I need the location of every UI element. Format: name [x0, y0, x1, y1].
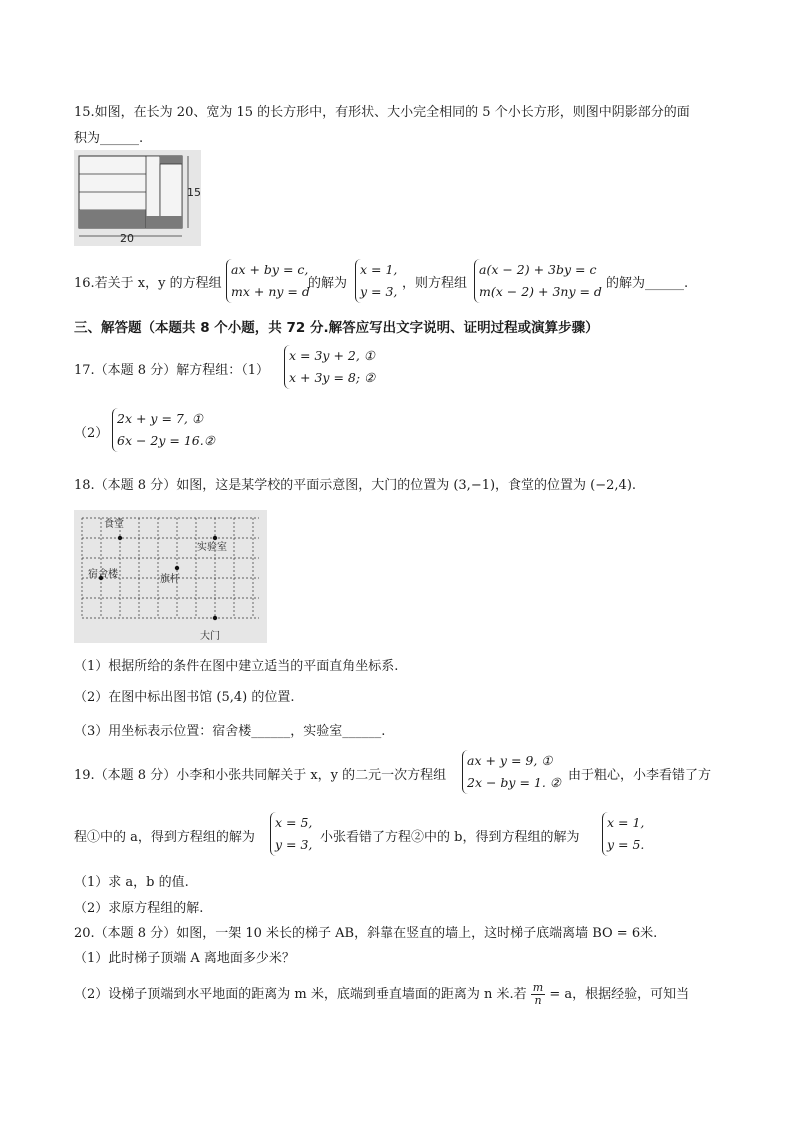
q16-suffix: 的解为______.: [606, 276, 689, 291]
q19-r2-line1: x = 1,: [607, 815, 645, 830]
map-gate-label: 大门: [200, 631, 220, 642]
q18-map: [74, 510, 267, 643]
q19-r1-line2: y = 3,: [275, 837, 313, 852]
q16-sys3-line1: a(x − 2) + 3by = c: [479, 262, 597, 277]
q19-solution-2: [602, 812, 644, 856]
q20-part2-text-b: = a，根据经验，可知当: [549, 987, 690, 1002]
q19-line2a: 程①中的 a，得到方程组的解为: [74, 830, 255, 845]
q16-sys2-line1: x = 1,: [360, 262, 398, 277]
q19-s-line1: ax + y = 9, ①: [467, 753, 553, 768]
q19-line2b: 小张看错了方程②中的 b，得到方程组的解为: [320, 830, 580, 845]
map-dorm-label: 宿舍楼: [88, 569, 118, 580]
q16-mid2: ，则方程组: [402, 276, 468, 291]
q20-part1: （1）此时梯子顶端 A 离地面多少米？: [74, 951, 295, 966]
q17-s2-line1: 2x + y = 7, ①: [117, 411, 204, 426]
q17-system-2: [112, 408, 215, 452]
q17-s1-line1: x = 3y + 2, ①: [289, 348, 376, 363]
q19-r1-line1: x = 5,: [275, 815, 313, 830]
q20-fraction-denominator: n: [534, 994, 542, 1007]
q19-s-line2: 2x − by = 1. ②: [467, 775, 562, 790]
fig-height-label: 15: [187, 186, 201, 199]
fig-width-label: 20: [120, 232, 134, 245]
section-3-heading: 三、解答题（本题共 8 个小题，共 72 分.解答应写出文字说明、证明过程或演算步骤）: [74, 320, 599, 336]
q17-s1-line2: x + 3y = 8; ②: [289, 370, 376, 385]
q20-part2: [74, 982, 689, 1007]
q18-part2: （2）在图中标出图书馆 (5,4) 的位置.: [74, 690, 295, 705]
q18-text: 18.（本题 8 分）如图，这是某学校的平面示意图，大门的位置为 (3,−1)，食堂的位置为 (−2,4).: [74, 478, 637, 493]
q20-fraction: [531, 982, 545, 1007]
q16-sys1-line1: ax + by = c,: [231, 262, 309, 277]
q16-sys3-line2: m(x − 2) + 3ny = d: [479, 284, 602, 299]
q19-system: [462, 750, 561, 794]
q15-line2: 积为______.: [74, 131, 144, 146]
q17-s2-line2: 6x − 2y = 16.②: [117, 433, 215, 448]
q16-system-1: [226, 259, 310, 303]
map-canteen-label: 食堂: [104, 519, 124, 530]
q16-mid1: 的解为: [308, 276, 348, 291]
q19-prefix: 19.（本题 8 分）小李和小张共同解关于 x，y 的二元一次方程组: [74, 768, 447, 783]
q17-part2-label: （2）: [74, 426, 109, 441]
q18-part1: （1）根据所给的条件在图中建立适当的平面直角坐标系.: [74, 659, 399, 674]
q20-line1: 20.（本题 8 分）如图，一架 10 米长的梯子 AB，斜靠在竖直的墙上，这时梯子底端离墙 BO = 6米.: [74, 926, 658, 941]
q19-after: 由于粗心，小李看错了方: [568, 768, 712, 783]
q20-fraction-numerator: m: [532, 981, 544, 994]
q16-sys1-line2: mx + ny = d: [231, 284, 310, 299]
q16-prefix: 16.若关于 x，y 的方程组: [74, 276, 222, 291]
map-flagpole-label: 旗杆: [160, 574, 180, 585]
q20-part2-text-a: （2）设梯子顶端到水平地面的距离为 m 米，底端到垂直墙面的距离为 n 米.若: [74, 987, 527, 1002]
q19-part2: （2）求原方程组的解.: [74, 901, 204, 916]
q16-system-2: [355, 259, 397, 303]
q15-figure: [74, 150, 201, 246]
q19-solution-1: [270, 812, 312, 856]
q19-part1: （1）求 a，b 的值.: [74, 875, 189, 890]
q17-prefix: 17.（本题 8 分）解方程组：（1）: [74, 363, 269, 378]
q16-sys2-line2: y = 3,: [360, 284, 398, 299]
q17-system-1: [284, 345, 375, 389]
q16-system-3: [474, 259, 602, 303]
q15-line1: 15.如图，在长为 20、宽为 15 的长方形中，有形状、大小完全相同的 5 个小长方形，则图中阴影部分的面: [74, 105, 690, 120]
q18-part3: （3）用坐标表示位置：宿舍楼______，实验室______.: [74, 724, 386, 739]
map-lab-label: 实验室: [197, 542, 227, 553]
q19-r2-line2: y = 5.: [607, 837, 645, 852]
